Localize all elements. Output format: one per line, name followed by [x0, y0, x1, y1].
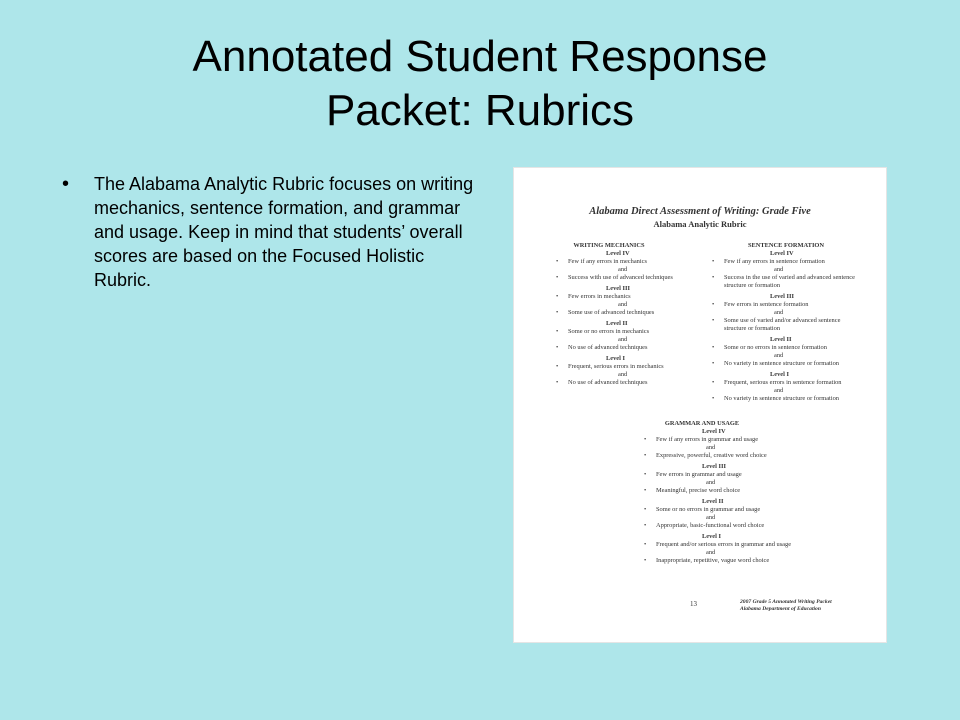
rubric-level-label: Level I	[702, 533, 721, 540]
rubric-level-label: Level IV	[770, 250, 794, 257]
rubric-level-label: Level II	[770, 336, 792, 343]
bullet-item	[60, 172, 480, 292]
document-title: Alabama Direct Assessment of Writing: Grade Five	[589, 206, 811, 217]
rubric-section-heading: GRAMMAR AND USAGE	[664, 420, 740, 427]
rubric-criterion: • Some or no errors in grammar and usage	[642, 506, 832, 514]
rubric-level-label: Level II	[606, 320, 628, 327]
slide-title-line-1: Annotated Student Response	[192, 32, 768, 81]
rubric-criterion: • Some use of advanced techniques	[554, 309, 704, 317]
rubric-criterion: • Few if any errors in mechanics	[554, 258, 704, 266]
rubric-level-label: Level IV	[606, 250, 630, 257]
rubric-and-word: and	[618, 371, 628, 378]
rubric-and-word: and	[618, 336, 628, 343]
bullet-list	[60, 172, 480, 292]
rubric-level-label: Level III	[770, 293, 794, 300]
document-footer-line-1: 2007 Grade 5 Annotated Writing Packet	[740, 599, 832, 605]
rubric-and-word: and	[706, 549, 716, 556]
rubric-criterion: • Few if any errors in sentence formation	[710, 258, 862, 266]
rubric-level-label: Level I	[770, 371, 789, 378]
rubric-criterion: • Frequent, serious errors in mechanics	[554, 363, 704, 371]
rubric-criterion: • Meaningful, precise word choice	[642, 487, 832, 495]
rubric-and-word: and	[774, 266, 784, 273]
rubric-criterion: • Success with use of advanced techniques	[554, 274, 704, 282]
rubric-criterion: • Frequent and/or serious errors in grammar and usage	[642, 541, 832, 549]
rubric-criterion: • Inappropriate, repetitive, vague word choice	[642, 557, 832, 565]
rubric-level-label: Level IV	[702, 428, 726, 435]
rubric-document-image	[514, 168, 886, 642]
rubric-criterion: • Few errors in mechanics	[554, 293, 704, 301]
writing-mechanics-section	[554, 242, 704, 390]
document-footer-line-2: Alabama Department of Education	[740, 606, 821, 612]
rubric-criterion: • No use of advanced techniques	[554, 379, 704, 387]
rubric-and-word: and	[706, 514, 716, 521]
rubric-and-word: and	[706, 479, 716, 486]
rubric-criterion: • Some use of varied and/or advanced sentence structure or formation	[710, 317, 862, 333]
rubric-and-word: and	[618, 266, 628, 273]
document-page-number: 13	[690, 600, 697, 608]
rubric-criterion: • Some or no errors in mechanics	[554, 328, 704, 336]
rubric-criterion: • Some or no errors in sentence formation	[710, 344, 862, 352]
rubric-criterion: • Frequent, serious errors in sentence formation	[710, 379, 862, 387]
rubric-level-label: Level III	[702, 463, 726, 470]
rubric-level-label: Level III	[606, 285, 630, 292]
rubric-criterion: • No variety in sentence structure or formation	[710, 360, 862, 368]
rubric-and-word: and	[774, 387, 784, 394]
bullet-text: The Alabama Analytic Rubric focuses on writing mechanics, sentence formation, and grammar and usage. Keep in mind that students’ overall scores are based on the Focused Holistic Rubric.	[94, 174, 474, 290]
slide-title	[60, 30, 900, 138]
rubric-criterion: • Expressive, powerful, creative word choice	[642, 452, 832, 460]
rubric-and-word: and	[774, 352, 784, 359]
grammar-usage-section	[642, 420, 832, 568]
rubric-criterion: • Success in the use of varied and advanced sentence structure or formation	[710, 274, 862, 290]
bullet-dot-icon: •	[62, 173, 70, 195]
rubric-and-word: and	[774, 309, 784, 316]
slide-title-line-2: Packet: Rubrics	[325, 86, 635, 135]
rubric-criterion: • No variety in sentence structure or formation	[710, 395, 862, 403]
rubric-level-label: Level I	[606, 355, 625, 362]
document-footer	[740, 599, 832, 613]
rubric-level-label: Level II	[702, 498, 724, 505]
document-subtitle: Alabama Analytic Rubric	[653, 219, 747, 229]
rubric-criterion: • Few errors in sentence formation	[710, 301, 862, 309]
rubric-criterion: • Few if any errors in grammar and usage	[642, 436, 832, 444]
rubric-criterion: • No use of advanced techniques	[554, 344, 704, 352]
rubric-section-heading: SENTENCE FORMATION	[747, 242, 825, 249]
sentence-formation-section	[710, 242, 862, 406]
rubric-and-word: and	[618, 301, 628, 308]
rubric-section-heading: WRITING MECHANICS	[573, 242, 645, 249]
rubric-criterion: • Appropriate, basic-functional word choice	[642, 522, 832, 530]
rubric-and-word: and	[706, 444, 716, 451]
rubric-criterion: • Few errors in grammar and usage	[642, 471, 832, 479]
